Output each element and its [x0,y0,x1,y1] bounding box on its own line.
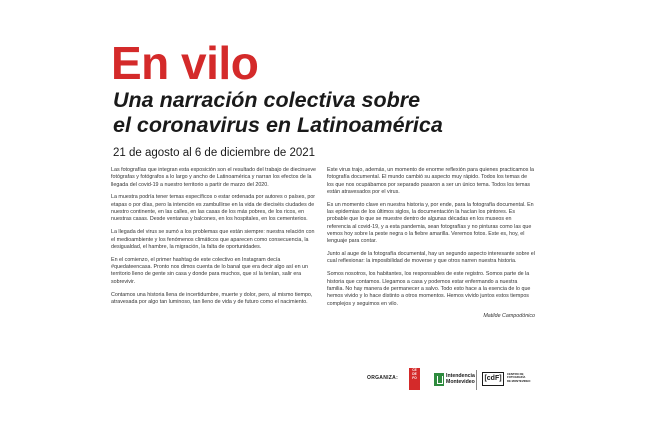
subtitle-line-1: Una narración colectiva sobre [113,88,421,112]
exhibition-dates: 21 de agosto al 6 de diciembre de 2021 [113,147,316,159]
paragraph: Este virus trajo, además, un momento de enorme reflexión para quienes practicamos la fotografía documental. El mundo cambió su aspecto muy rápido. Todos los temas de los que nos ocupábamos por separado pasaron a ser un único tema. Todos los temas están atravesados por el virus. [327,167,535,195]
subtitle-line-2: el coronavirus en Latinoamérica [113,113,443,137]
cdf-mark-line: FO [412,376,417,380]
cdf-box-logo: [cdF] [482,372,504,386]
exhibition-title: En vilo [111,37,259,89]
paragraph: En el comienzo, el primer hashtag de este colectivo en Instagram decía #quedateencasa. Pronto nos dimos cuenta de lo banal que era decir algo así en un territorio lleno de gente sin casa y donde para muchos, que sí la tenían, salir era sobrevivir. [111,256,308,285]
text-column-right [327,167,535,321]
author-signature: Matilde Campodónico [483,313,535,320]
logo-divider [476,370,477,390]
intendencia-logo-icon [434,373,444,386]
exhibition-subtitle [113,88,443,138]
intendencia-logo-text [446,374,475,386]
cdf-red-logo [409,368,420,390]
paragraph: Contamos una historia llena de incertidumbre, muerte y dolor, pero, al mismo tiempo, atravesada por algo tan luminoso, tan lleno de vida y de futuro como el nacimiento. [111,291,313,305]
paragraph: Las fotografías que integran esta exposición son el resultado del trabajo de diecinueve fotógrafas y fotógrafos a lo largo y ancho de Latinoamérica y narran los efectos de la llegada del covid-19 a nuestro territorio a partir de marzo del 2020. [111,167,316,188]
intendencia-line-1: Intendencia [446,373,475,379]
organizer-label: ORGANIZA: [367,375,399,381]
cdf-text-line-2: FOTOGRAFÍA [507,375,526,380]
cdf-mark-line: DE [412,372,417,376]
paragraph: La llegada del virus se sumó a los problemas que están siempre: nuestra relación con el medioambiente y los fenómenos climáticos que aparecen como consecuencia, la desigualdad, el hambre, la migración, la falta de oportunidades. [111,229,315,250]
cdf-logo-text [507,373,530,383]
cdf-mark-line: CE [412,368,417,372]
cdf-text-line-3: DE MONTEVIDEO [507,378,531,383]
paragraph: La muestra podría tener temas específicos o estar ordenada por autores o países, por etapas o por días, pero la intención es zambullirse en la vida de dieciséis ciudades de nuestro continente, en las calles, en las casas de los más pobres, de los ricos, en nuestras casas. Desde ventanas y balcones, en los hospitales, en los cementerios. [111,194,316,223]
paragraph: Somos nosotros, los habitantes, los responsables de este registro. Somos parte de la historia que contamos. Llegamos a casa y podemos estar enfermando a nuestra familia. No hay manera de permanecer a salvo. Todo esto hace a la esencia de lo que hemos vivido y lo hace distinto a otros momentos. Hemos vivido juntos estos tiempos complejos y seguimos en vilo. [327,271,531,307]
text-column-left [111,167,319,312]
cdf-text-line-1: CENTRO DE [507,372,524,376]
paragraph: Es un momento clave en nuestra historia y, por ende, para la fotografía documental. En las epidemias de los últimos siglos, la documentación la hacían los pintores. Es probable que lo que se muestre dentro de algunas décadas en los museos en referencia al covid-19, y a esta pandemia, sean fotografías y no pinturas como las que vemos hoy sobre la peste negra o la fiebre amarilla. Veremos fotos. Este es, hoy, el lenguaje para contar. [327,201,534,245]
intendencia-line-2: Montevideo [446,378,475,385]
paragraph: Junto al auge de la fotografía documental, hay un segundo aspecto interesante sobre el cual reflexionar: la imposibilidad de moverse y que otros narren nuestra historia. [327,251,535,265]
